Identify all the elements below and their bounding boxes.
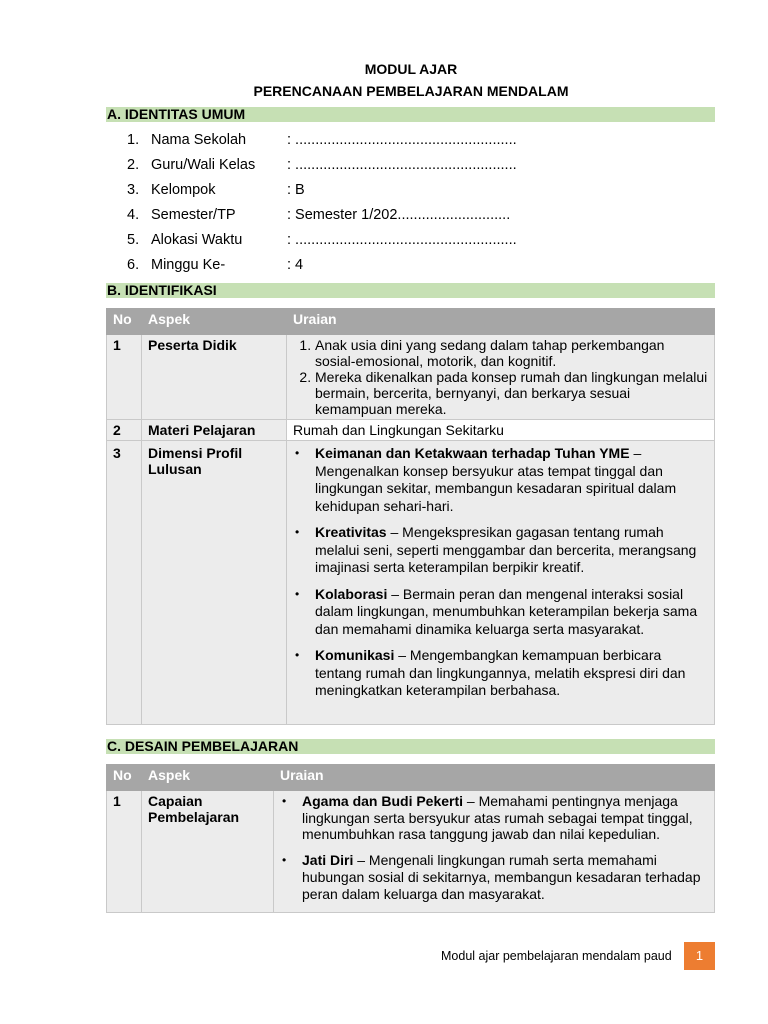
list-item [315, 445, 708, 515]
bullet-text: – Mengembangkan kemampuan berbicara tentang rumah dan lingkungannya, melatih ekspresi diri dan meningkatkan keterampilan berbahasa. [315, 647, 686, 698]
identity-label: Kelompok [151, 182, 216, 198]
identity-value: : ....................................................... [287, 132, 517, 148]
identity-value: : B [287, 182, 305, 198]
identity-item [127, 253, 517, 278]
table-row [107, 441, 715, 725]
identity-item [127, 128, 517, 153]
bullet-text: – Mengenalkan konsep bersyukur atas tempat tinggal dan lingkungan sekitar, membangun kesadaran spiritual dalam kehidupan sehari-hari. [315, 445, 677, 514]
list-item: 1. Anak usia dini yang sedang dalam tahap perkembangan sosial-emosional, motorik, dan kognitif. [315, 337, 708, 369]
document-title: MODUL AJAR [364, 61, 458, 77]
section-a-heading: A. IDENTITAS UMUM [106, 107, 715, 122]
table-header-row [107, 765, 715, 791]
identity-value: : Semester 1/202............................ [287, 207, 511, 223]
identity-label: Alokasi Waktu [151, 232, 243, 248]
identity-num: 4. [127, 207, 140, 223]
column-header-uraian: Uraian [274, 765, 715, 791]
column-header-aspek: Aspek [142, 765, 274, 791]
identity-num: 3. [127, 182, 140, 198]
document-subtitle: PERENCANAAN PEMBELAJARAN MENDALAM [253, 83, 569, 99]
row-uraian: Rumah dan Lingkungan Sekitarku [287, 420, 715, 441]
footer-text: Modul ajar pembelajaran mendalam paud [441, 949, 672, 963]
bullet-title: Kreativitas [315, 524, 387, 540]
page-number-badge: 1 [684, 942, 715, 970]
list-item: 2. Mereka dikenalkan pada konsep rumah dan lingkungan melalui bermain, bercerita, bernyanyi, dan berkarya sesuai kemampuan mereka. [315, 369, 708, 417]
bullet-text: – Memahami pentingnya menjaga lingkungan serta bersyukur atas rumah sebagai tempat tinggal, menumbuhkan rasa tanggung jawab dan nilai kepedulian. [302, 793, 693, 842]
row-number: 1 [107, 791, 142, 913]
bullet-text: – Mengekspresikan gagasan tentang rumah melalui seni, seperti menggambar dan bercerita, merangsang imajinasi serta keterampilan berpikir kreatif. [315, 524, 697, 575]
bullet-title: Keimanan dan Ketakwaan terhadap Tuhan YME [315, 445, 630, 461]
row-aspek: Peserta Didik [142, 335, 287, 420]
bullet-text: – Mengenali lingkungan rumah serta memahami hubungan sosial di sekitarnya, membangun kesadaran terhadap peran dalam keluarga dan masyarakat. [302, 851, 701, 902]
column-header-aspek: Aspek [142, 309, 287, 335]
table-row [107, 335, 715, 420]
list-item [302, 852, 708, 903]
bullet-title: Jati Diri [302, 851, 354, 868]
column-header-uraian: Uraian [287, 309, 715, 335]
identity-label: Semester/TP [151, 207, 236, 223]
identity-value: : 4 [287, 257, 304, 273]
table-row [107, 420, 715, 441]
identity-num: 5. [127, 232, 140, 248]
identity-item [127, 203, 517, 228]
identity-item [127, 153, 517, 178]
row-aspek: Dimensi Profil Lulusan [142, 441, 287, 725]
column-header-no: No [107, 309, 142, 335]
numbered-list [293, 337, 708, 417]
list-item [315, 524, 708, 577]
list-item [302, 793, 708, 843]
identity-num: 6. [127, 257, 140, 273]
row-aspek: Materi Pelajaran [142, 420, 287, 441]
row-uraian [274, 791, 715, 913]
bullet-text: – Bermain peran dan mengenal interaksi sosial dalam lingkungan, menumbuhkan keterampilan bekerja sama dan memahami dinamika keluarga serta masyarakat. [315, 585, 698, 637]
identity-value: : ....................................................... [287, 232, 517, 248]
row-number: 2 [107, 420, 142, 441]
bullet-title: Agama dan Budi Pekerti [302, 793, 464, 809]
row-number: 3 [107, 441, 142, 725]
identity-value: : ....................................................... [287, 157, 517, 173]
bullet-title: Komunikasi [315, 647, 395, 663]
row-number: 1 [107, 335, 142, 420]
identity-label: Nama Sekolah [151, 132, 247, 148]
row-aspek: Capaian Pembelajaran [142, 791, 274, 913]
identity-label: Guru/Wali Kelas [151, 157, 256, 173]
list-item [315, 586, 708, 639]
design-table [106, 764, 715, 913]
table-row [107, 791, 715, 913]
column-header-no: No [107, 765, 142, 791]
bullet-title: Kolaborasi [315, 585, 388, 602]
row-uraian [287, 441, 715, 725]
table-header-row [107, 309, 715, 335]
identification-table [106, 308, 715, 725]
identity-num: 2. [127, 157, 140, 173]
identity-item [127, 228, 517, 253]
bullet-list [280, 793, 708, 903]
section-c-heading: C. DESAIN PEMBELAJARAN [106, 739, 715, 754]
identity-list [127, 128, 517, 278]
identity-item [127, 178, 517, 203]
identity-num: 1. [127, 132, 140, 148]
section-b-heading: B. IDENTIFIKASI [106, 283, 715, 298]
list-item [315, 647, 708, 700]
bullet-list [293, 445, 708, 700]
row-uraian [287, 335, 715, 420]
identity-label: Minggu Ke- [151, 257, 226, 273]
